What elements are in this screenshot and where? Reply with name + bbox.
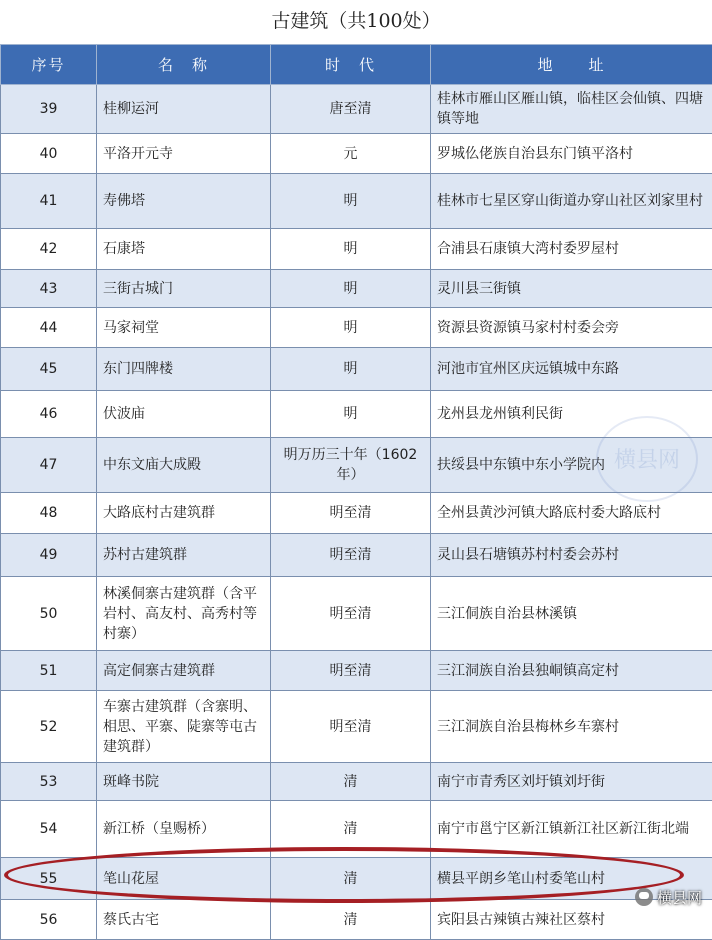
cell-address: 宾阳县古辣镇古辣社区蔡村 (431, 900, 712, 940)
table-row (1, 534, 712, 577)
header-number: 序号 (1, 45, 97, 85)
cell-name: 林溪侗寨古建筑群（含平岩村、高友村、高秀村等村寨） (97, 577, 271, 651)
cell-name: 平洛开元寺 (97, 134, 271, 174)
cell-address: 合浦县石康镇大湾村委罗屋村 (431, 229, 712, 270)
cell-name: 车寨古建筑群（含寨明、相思、平寨、陡寨等屯古建筑群） (97, 691, 271, 763)
cell-name: 高定侗寨古建筑群 (97, 651, 271, 691)
cell-era: 明 (271, 174, 431, 229)
header-name: 名 称 (97, 45, 271, 85)
cell-address: 南宁市青秀区刘圩镇刘圩街 (431, 763, 712, 801)
cell-era: 清 (271, 801, 431, 858)
cell-era: 明 (271, 391, 431, 438)
cell-era: 清 (271, 900, 431, 940)
cell-number: 55 (1, 858, 97, 900)
cell-number: 46 (1, 391, 97, 438)
cell-era: 元 (271, 134, 431, 174)
header-address: 地 址 (431, 45, 712, 85)
table-row (1, 348, 712, 391)
table-row (1, 577, 712, 651)
page-title: 古建筑（共100处） (0, 6, 712, 36)
cell-address: 龙州县龙州镇利民街 (431, 391, 712, 438)
cell-address: 灵山县石塘镇苏村村委会苏村 (431, 534, 712, 577)
table-row (1, 651, 712, 691)
cell-era: 明至清 (271, 577, 431, 651)
cell-address: 南宁市邕宁区新江镇新江社区新江街北端 (431, 801, 712, 858)
cell-number: 41 (1, 174, 97, 229)
cell-address: 三江侗族自治县林溪镇 (431, 577, 712, 651)
cell-era: 明 (271, 270, 431, 308)
cell-address: 罗城仫佬族自治县东门镇平洛村 (431, 134, 712, 174)
cell-name: 大路底村古建筑群 (97, 493, 271, 534)
table-row (1, 308, 712, 348)
table-row (1, 691, 712, 763)
table-row (1, 900, 712, 940)
table-row (1, 493, 712, 534)
table-row (1, 763, 712, 801)
cell-name: 石康塔 (97, 229, 271, 270)
cell-address: 桂林市七星区穿山街道办穿山社区刘家里村 (431, 174, 712, 229)
cell-era: 明至清 (271, 493, 431, 534)
cell-era: 明 (271, 348, 431, 391)
cell-address: 桂林市雁山区雁山镇，临桂区会仙镇、四塘镇等地 (431, 85, 712, 134)
table-row (1, 229, 712, 270)
table-row (1, 270, 712, 308)
heritage-sites-table (0, 44, 712, 940)
cell-era: 明至清 (271, 691, 431, 763)
cell-era: 唐至清 (271, 85, 431, 134)
table-row (1, 134, 712, 174)
table-row (1, 85, 712, 134)
cell-number: 54 (1, 801, 97, 858)
cell-name: 蔡氏古宅 (97, 900, 271, 940)
cell-number: 39 (1, 85, 97, 134)
cell-name: 寿佛塔 (97, 174, 271, 229)
cell-name: 东门四牌楼 (97, 348, 271, 391)
cell-name: 三街古城门 (97, 270, 271, 308)
table-row (1, 801, 712, 858)
cell-name: 苏村古建筑群 (97, 534, 271, 577)
cell-number: 43 (1, 270, 97, 308)
cell-number: 42 (1, 229, 97, 270)
cell-number: 44 (1, 308, 97, 348)
cell-era: 明至清 (271, 651, 431, 691)
cell-number: 40 (1, 134, 97, 174)
cell-era: 清 (271, 858, 431, 900)
cell-number: 50 (1, 577, 97, 651)
table-row (1, 391, 712, 438)
cell-number: 53 (1, 763, 97, 801)
cell-number: 47 (1, 438, 97, 493)
cell-number: 49 (1, 534, 97, 577)
table-row (1, 174, 712, 229)
cell-name: 斑峰书院 (97, 763, 271, 801)
cell-address: 横县平朗乡笔山村委笔山村 (431, 858, 712, 900)
cell-era: 明至清 (271, 534, 431, 577)
cell-address: 灵川县三街镇 (431, 270, 712, 308)
stamp-watermark: 横县网 (596, 416, 698, 502)
cell-address: 扶绥县中东镇中东小学院内 (431, 438, 712, 493)
cell-name: 笔山花屋 (97, 858, 271, 900)
cell-era: 明万历三十年（1602年） (271, 438, 431, 493)
cell-number: 45 (1, 348, 97, 391)
table-row (1, 438, 712, 493)
cell-address: 资源县资源镇马家村村委会旁 (431, 308, 712, 348)
cell-address: 三江洞族自治县独峒镇高定村 (431, 651, 712, 691)
cell-address: 全州县黄沙河镇大路底村委大路底村 (431, 493, 712, 534)
cell-era: 明 (271, 229, 431, 270)
cell-address: 河池市宜州区庆远镇城中东路 (431, 348, 712, 391)
cell-name: 桂柳运河 (97, 85, 271, 134)
cell-address: 三江洞族自治县梅林乡车寨村 (431, 691, 712, 763)
cell-number: 51 (1, 651, 97, 691)
cell-number: 56 (1, 900, 97, 940)
cell-name: 新江桥（皇赐桥） (97, 801, 271, 858)
cell-era: 明 (271, 308, 431, 348)
header-era: 时 代 (271, 45, 431, 85)
cell-era: 清 (271, 763, 431, 801)
cell-name: 伏波庙 (97, 391, 271, 438)
cell-number: 52 (1, 691, 97, 763)
table-row-highlighted (1, 858, 712, 900)
watermark-text: 横县网 (657, 887, 702, 908)
cell-name: 中东文庙大成殿 (97, 438, 271, 493)
table-header-row (1, 45, 712, 85)
cell-name: 马家祠堂 (97, 308, 271, 348)
cell-number: 48 (1, 493, 97, 534)
